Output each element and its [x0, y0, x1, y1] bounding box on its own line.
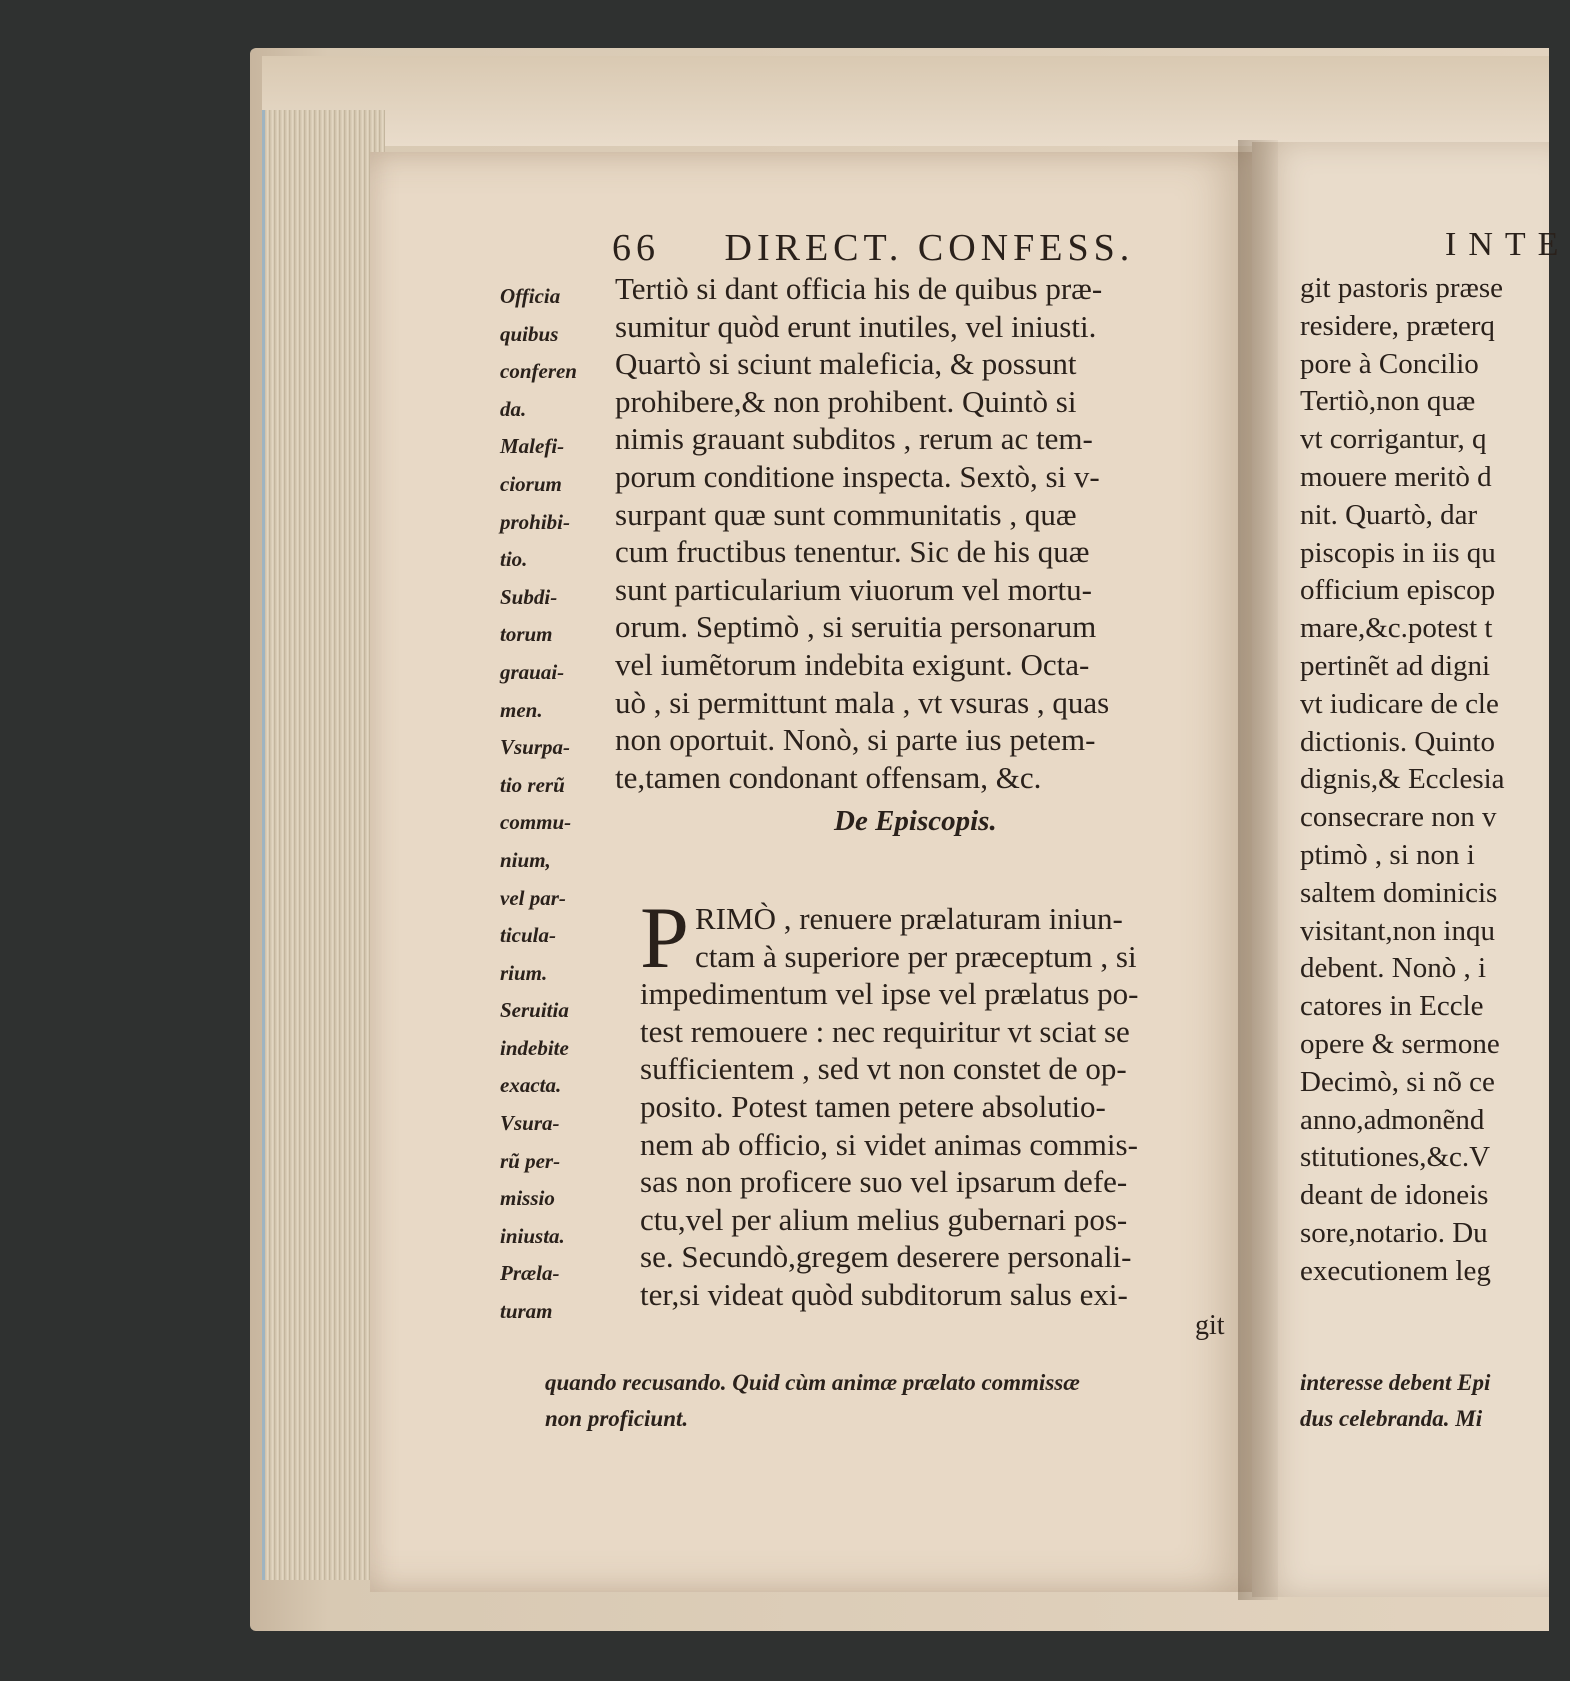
text-line: Tertiò,non quæ — [1300, 385, 1476, 418]
text-line: catores in Eccle — [1300, 990, 1484, 1023]
margin-note-line: Subdi- — [500, 584, 558, 609]
text-line: visitant,non inqu — [1300, 914, 1495, 947]
body-text-upper — [615, 270, 1240, 796]
drop-cap: P — [640, 890, 689, 987]
margin-note-line: quibus — [500, 321, 559, 346]
margin-note-line: men. — [500, 697, 543, 722]
text-line: nem ab officio, si videt animas commis- — [640, 1126, 1138, 1162]
footnote-line: dus celebranda. Mi — [1300, 1406, 1483, 1431]
text-line: test remouere : nec requiritur vt sciat se — [640, 1013, 1130, 1049]
margin-note-line: tio. — [500, 547, 528, 572]
text-line: git pastoris præse — [1300, 272, 1503, 304]
section-title: De Episcopis. — [834, 805, 997, 837]
text-line: porum conditione inspecta. Sextò, si v- — [615, 458, 1100, 494]
page-number: 66 — [612, 227, 660, 269]
margin-note-line: exacta. — [500, 1073, 562, 1098]
text-line: se. Secundò,gregem deserere personali- — [640, 1239, 1132, 1275]
margin-note-line: turam — [500, 1299, 553, 1324]
text-line: ptimò , si non i — [1300, 838, 1475, 871]
text-line: stitutiones,&c.V — [1300, 1141, 1491, 1174]
margin-note-line: rũ per- — [500, 1148, 561, 1173]
text-line: debent. Nonò , i — [1300, 952, 1487, 985]
text-line: saltem dominicis — [1300, 876, 1498, 909]
footnote-line: quando recusando. Quid cùm animæ prælato commissæ — [545, 1370, 1080, 1395]
text-line: posito. Potest tamen petere absolutio- — [640, 1088, 1106, 1124]
page-edges — [262, 110, 385, 1580]
margin-note-line: missio — [500, 1186, 555, 1211]
margin-note-line: Præla- — [500, 1261, 560, 1286]
text-line: opere & sermone — [1300, 1027, 1500, 1060]
right-page-text — [1300, 270, 1549, 1291]
text-line: nit. Quartò, dar — [1300, 498, 1478, 531]
margin-notes — [500, 278, 618, 1331]
margin-note-line: da. — [500, 396, 527, 421]
text-line: executionem leg — [1300, 1254, 1491, 1287]
text-line: piscopis in iis qu — [1300, 536, 1496, 569]
text-line: Decimò, si nõ ce — [1300, 1065, 1495, 1098]
text-line: dignis,& Ecclesia — [1300, 763, 1505, 796]
text-line: dictionis. Quinto — [1300, 725, 1495, 758]
margin-note-line: tio rerũ — [500, 772, 565, 797]
footnote — [545, 1365, 1245, 1437]
text-line: vt iudicare de cle — [1300, 687, 1499, 720]
text-line: sunt particularium viuorum vel mortu- — [615, 571, 1092, 607]
margin-note-line: Officia — [500, 284, 561, 308]
catchword: git — [1195, 1310, 1225, 1341]
text-line: officium episcop — [1300, 574, 1496, 607]
footnote-line: non proficiunt. — [545, 1406, 689, 1431]
margin-note-line: vel par- — [500, 885, 566, 910]
footnote-line: interesse debent Epi — [1300, 1370, 1491, 1395]
text-line: uò , si permittunt mala , vt vsuras , quas — [615, 684, 1110, 720]
text-line: vel iumẽtorum indebita exigunt. Octa- — [615, 646, 1090, 682]
margin-note-line: iniusta. — [500, 1223, 565, 1248]
book-top-edge — [262, 56, 1549, 146]
text-line: sufficientem , sed vt non constet de op- — [640, 1051, 1127, 1087]
text-line: anno,admonẽnd — [1300, 1103, 1485, 1136]
text-line: nimis grauant subditos , rerum ac tem- — [615, 421, 1093, 457]
margin-note-line: conferen — [500, 359, 577, 384]
margin-note-line: prohibi- — [500, 509, 571, 534]
text-line: sas non proficere suo vel ipsarum defe- — [640, 1164, 1128, 1200]
text-line: consecrare non v — [1300, 801, 1497, 834]
text-line: sumitur quòd erunt inutiles, vel iniusti. — [615, 308, 1097, 344]
margin-note-line: indebite — [500, 1035, 569, 1060]
text-line: mare,&c.potest t — [1300, 612, 1493, 645]
text-line: residere, præterq — [1300, 309, 1495, 342]
text-line: surpant quæ sunt communitatis , quæ — [615, 496, 1077, 532]
margin-note-line: ticula- — [500, 923, 556, 948]
text-line: prohibere,& non prohibent. Quintò si — [615, 383, 1077, 419]
body-text-lower — [640, 900, 1240, 1314]
text-line: ctam à superiore per præceptum , si — [695, 938, 1137, 974]
margin-note-line: torum — [500, 622, 553, 647]
text-line: te,tamen condonant offensam, &c. — [615, 759, 1042, 795]
text-line: pore à Concilio — [1300, 347, 1479, 380]
text-line: ter,si videat quòd subditorum salus exi- — [640, 1276, 1128, 1312]
margin-note-line: ciorum — [500, 471, 562, 496]
text-line: deant de idoneis — [1300, 1179, 1489, 1212]
text-line: cum fructibus tenentur. Sic de his quæ — [615, 534, 1090, 570]
margin-note-line: nium, — [500, 847, 551, 872]
text-line: RIMÒ , renuere prælaturam iniun- — [695, 901, 1123, 936]
margin-note-line: commu- — [500, 810, 572, 835]
margin-note-line: rium. — [500, 960, 548, 985]
text-line: Tertiò si dant officia his de quibus præ- — [615, 271, 1103, 306]
text-line: orum. Septimò , si seruitia personarum — [615, 609, 1097, 645]
text-line: impedimentum vel ipse vel prælatus po- — [640, 976, 1139, 1012]
margin-note-line: Vsura- — [500, 1111, 560, 1136]
text-line: non oportuit. Nonò, si parte ius petem- — [615, 722, 1096, 758]
left-head-title: DIRECT. CONFESS. — [724, 227, 1135, 269]
text-line: pertinẽt ad digni — [1300, 649, 1491, 682]
margin-note-line: grauai- — [500, 659, 565, 684]
text-line: sore,notario. Du — [1300, 1216, 1488, 1249]
left-running-head — [612, 226, 1134, 270]
right-page-footnote — [1300, 1365, 1549, 1437]
text-line: ctu,vel per alium melius gubernari pos- — [640, 1201, 1128, 1237]
margin-note-line: Malefi- — [500, 434, 565, 459]
text-line: vt corrigantur, q — [1300, 423, 1487, 456]
text-line: Quartò si sciunt maleficia, & possunt — [615, 346, 1077, 382]
margin-note-line: Seruitia — [500, 998, 569, 1023]
right-running-head: INTE — [1445, 226, 1570, 263]
margin-note-line: Vsurpa- — [500, 735, 571, 760]
text-line: mouere meritò d — [1300, 460, 1492, 493]
